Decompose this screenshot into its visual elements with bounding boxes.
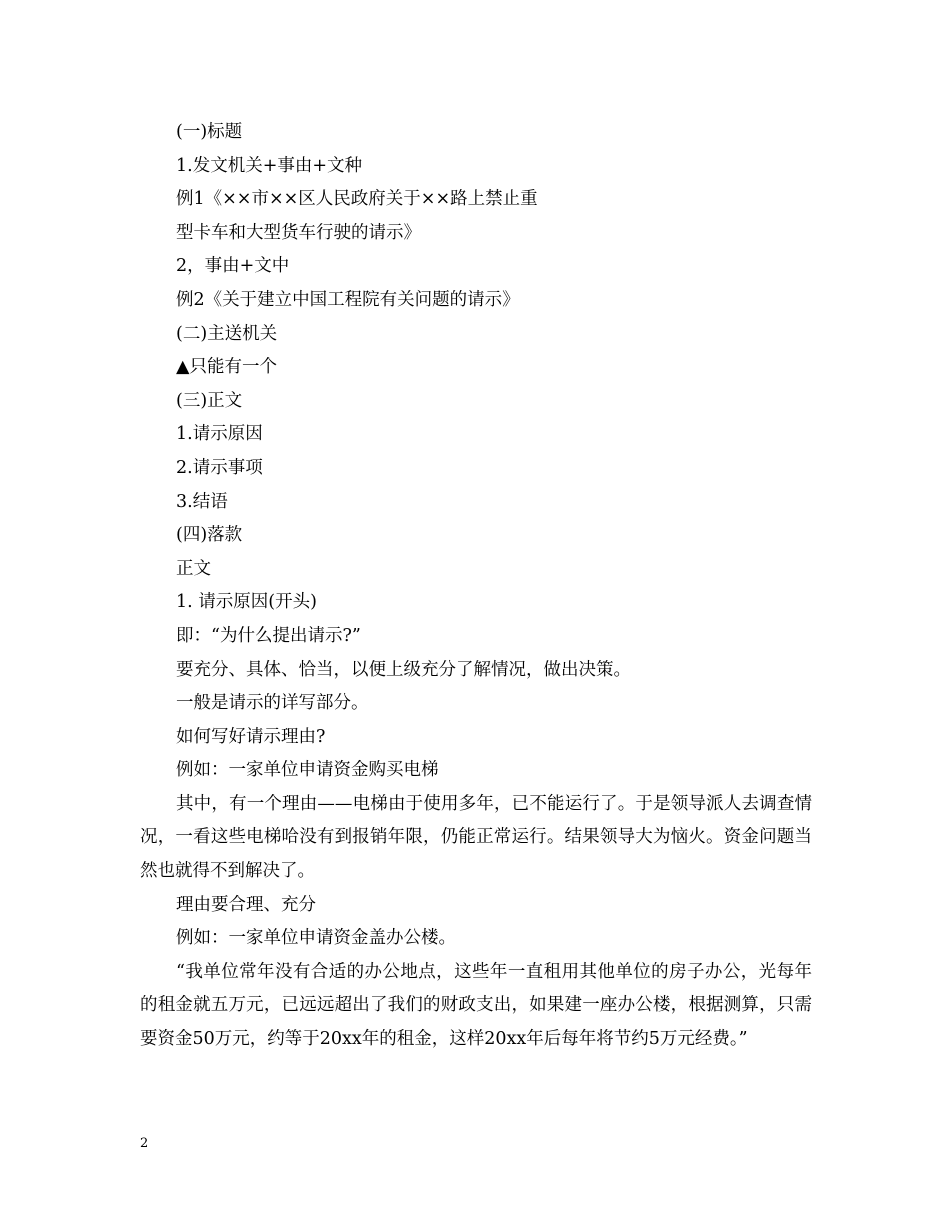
page-number: 2 (140, 1136, 149, 1151)
text-line: 要充分、具体、恰当，以便上级充分了解情况，做出决策。 (176, 659, 631, 680)
heading-title-section: (一)标题 (176, 122, 243, 142)
note-line: ▲只能有一个 (176, 357, 277, 378)
text-line: 例如：一家单位申请资金购买电梯 (176, 760, 439, 781)
text-line: 即：“为什么提出请示?” (176, 625, 361, 646)
heading-signature-section: (四)落款 (176, 525, 243, 546)
list-item: 2，事由+文中 (176, 256, 290, 277)
subheading-body: 正文 (176, 558, 211, 579)
text-line: 理由要合理、充分 (176, 894, 316, 915)
quoted-paragraph: “我单位常年没有合适的办公地点，这些年一直租用其他单位的房子办公，光每年的租金就五万元，已远远超出了我们的财政支出，如果建一座办公楼，根据测算，只需要资金50万元，约等于20xx年的租金，这样20xx年后每年将节约5万元经费。” (140, 961, 812, 1050)
list-item: 1.发文机关+事由+文种 (176, 155, 363, 176)
text-line: 如何写好请示理由? (176, 726, 326, 747)
heading-body-section: (三)正文 (176, 390, 243, 411)
example-line-continued: 型卡车和大型货车行驶的请示》 (176, 222, 421, 243)
text-line: 例如：一家单位申请资金盖办公楼。 (176, 928, 456, 949)
list-item: 3.结语 (176, 491, 228, 512)
heading-recipient-section: (二)主送机关 (176, 323, 278, 344)
body-paragraph: 其中，有一个理由——电梯由于使用多年，已不能运行了。于是领导派人去调查情况，一看这些电梯哈没有到报销年限，仍能正常运行。结果领导大为恼火。资金问题当然也就得不到解决了。 (140, 793, 812, 882)
list-item: 1. 请示原因(开头) (176, 592, 317, 613)
text-line: 一般是请示的详写部分。 (176, 693, 369, 714)
example-line: 例1《××市××区人民政府关于××路上禁止重 (176, 189, 538, 210)
example-line: 例2《关于建立中国工程院有关问题的请示》 (176, 289, 520, 310)
list-item: 1.请示原因 (176, 424, 263, 445)
list-item: 2.请示事项 (176, 457, 263, 478)
document-body (140, 116, 812, 1057)
